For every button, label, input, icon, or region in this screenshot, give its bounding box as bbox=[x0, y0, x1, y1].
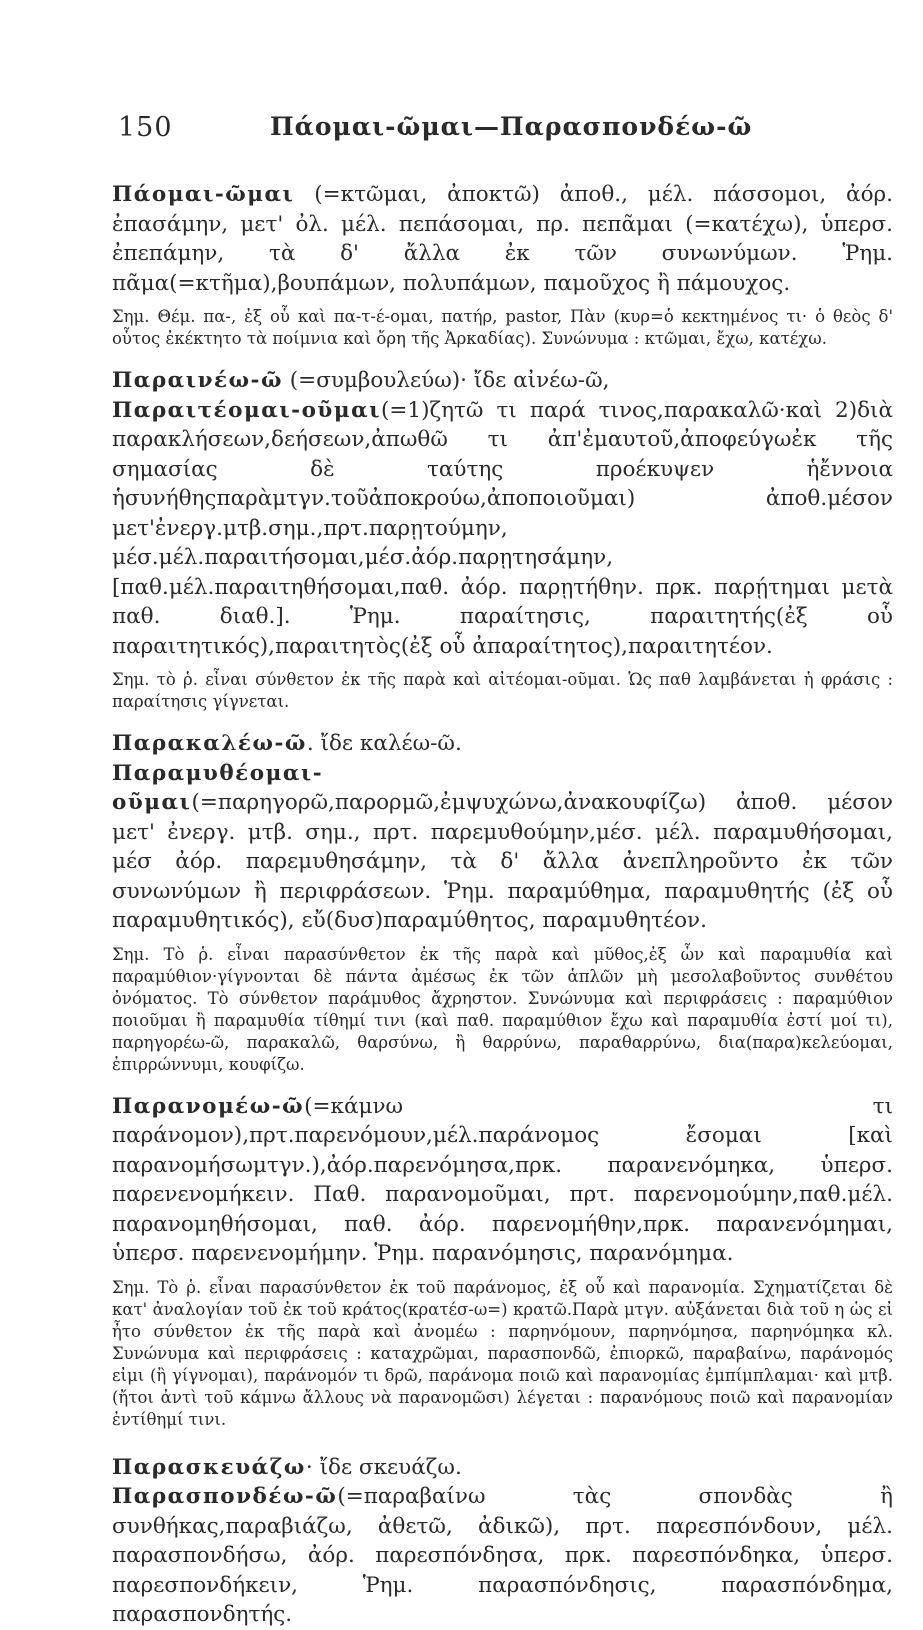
page-number: 150 bbox=[118, 112, 173, 143]
entry-body bbox=[112, 180, 893, 298]
entry-text: · ἴδε σκευάζω. bbox=[305, 1454, 462, 1480]
entry-text: (=παρηγορῶ,παρορμῶ,ἐμψυχώνω,ἀνακουφίζω) ἀποθ. μέσον μετ' ἐνεργ. μτβ. σημ., πρτ. παρεμυθούμην,μέσ. μέλ. παραμυθήσομαι, μέσ ἀόρ. παρεμυθησάμην, τὰ δ' ἄλλα ἀνεπληροῦντο ἐκ τῶν συνωνύμων ἢ περιφράσεων. Ῥημ. παραμύθημα, παραμυθητής (ἐξ οὗ παραμυθητικός), εὔ(δυσ)παραμύθητος, παραμυθητέον. bbox=[112, 790, 893, 933]
entry-body bbox=[112, 1092, 893, 1269]
entry-paranomew bbox=[112, 1092, 893, 1431]
entry-text: (=κάμνω τι παράνομον),πρτ.παρενόμουν,μέλ.παράνομος ἔσομαι [καὶ παρανομήσωμτγν.),ἀόρ.παρενόμησα,πρκ. παρανενόμηκα, ὑπερσ. παρενενομήκειν. Παθ. παρανομοῦμαι, πρτ. παρενομούμην,παθ.μέλ. παρανομηθήσομαι, παθ. ἀόρ. παρενομήθην,πρκ. παρανενόμημαι, ὑπερσ. παρενενομήμην. Ῥημ. παρανόμησις, παρανόμημα. bbox=[112, 1093, 893, 1266]
entry-paraskeuazw bbox=[112, 1453, 893, 1483]
entry-body bbox=[112, 396, 893, 662]
headword: Παρανομέω-ῶ bbox=[112, 1093, 305, 1119]
entry-paramytheomai bbox=[112, 759, 893, 1076]
headword: Παρασκευάζω bbox=[112, 1454, 306, 1480]
headword: Παραινέω-ῶ bbox=[112, 368, 283, 393]
entry-body bbox=[112, 729, 893, 759]
headword: Παρασπονδέω-ῶ bbox=[112, 1484, 338, 1509]
entry-note: Σημ. τὸ ῥ. εἶναι σύνθετον ἐκ τῆς παρὰ καὶ αἰτέομαι-οῦμαι. Ὡς παθ λαμβάνεται ἡ φράσις : παραίτησις γίγνεται. bbox=[112, 670, 893, 711]
running-head-title: Πάομαι-ῶμαι—Παρασπονδέω-ῶ bbox=[270, 112, 753, 141]
entry-body bbox=[112, 1453, 893, 1483]
entry-note: Σημ. Τὸ ῥ. εἶναι παρασύνθετον ἐκ τοῦ παράνομος, ἐξ οὗ καὶ παρανομία. Σχηματίζεται δὲ κατ' ἀναλογίαν τοῦ ἐκ τοῦ κράτος(κρατέσ-ω=) κρατῶ.Παρὰ μτγν. αὐξάνεται διὰ τοῦ η ὡς εἰ ἦτο σύνθετον ἐκ τῆς παρὰ καὶ ἀνομέω : παρηνόμουν, παρηνόμησα, παρηνόμηκα κλ. Συνώνυμα καὶ περιφράσεις : καταχρῶμαι, παρασπονδῶ, ἐπιορκῶ, παραβαίνω, παράνομός εἰμι (ἢ γίγνομαι), παράνομόν τι δρῶ, παράνομα ποιῶ καὶ παρανομίας ἐμπίμπλαμαι· καὶ μτβ. (ἤτοι ἀντὶ τοῦ κάμνω ἄλλους νὰ παρανομῶσι) λέγεται : παρανόμους ποιῶ καὶ παρανομίαν ἐντίθημί τινι. bbox=[112, 1277, 893, 1429]
headword: Παραιτέομαι-οῦμαι bbox=[112, 397, 382, 423]
entry-text: (=συμβουλεύω)· ἴδε αἰνέω-ῶ, bbox=[282, 368, 610, 393]
headword: Πάομαι-ῶμαι bbox=[112, 182, 295, 207]
entry-paraspondew bbox=[112, 1482, 893, 1630]
entry-body bbox=[112, 1482, 893, 1630]
entry-parainew bbox=[112, 366, 893, 396]
entry-note: Σημ. Θέμ. πα-, ἐξ οὗ καὶ πα-τ-έ-ομαι, πατήρ, pastor, Πὰν (κυρ=ὁ κεκτημένος τι· ὁ θεὸς δ' οὗτος ἐκέκτητο τὰ ποίμνια καὶ ὄρη τῆς Ἀρκαδίας). Συνώνυμα : κτῶμαι, ἔχω, κατέχω. bbox=[112, 307, 893, 348]
entry-text: (=παραβαίνω τὰς σπονδὰς ἢ συνθήκας,παραβιάζω, ἀθετῶ, ἀδικῶ), πρτ. παρεσπόνδουν, μέλ. παρασπονδήσω, ἀόρ. παρεσπόνδησα, πρκ. παρεσπόνδηκα, ὑπερσ. παρεσπονδήκειν, Ῥημ. παρασπόνδησις, παρασπόνδημα, παρασπονδητής. bbox=[112, 1484, 893, 1627]
headword: Παραμυθέομαι-οῦμαι bbox=[112, 760, 324, 815]
entry-note: Σημ. Τὸ ῥ. εἶναι παρασύνθετον ἐκ τῆς παρὰ καὶ μῦθος,ἐξ ὧν καὶ παραμυθία καὶ παραμύθιον·γίγνονται δὲ πάντα ἀμέσως ἐκ τῶν ἁπλῶν μὴ μεσολαβοῦντος συνθέτου ὀνόματος. Τὸ σύνθετον παράμυθος ἄχρηστον. Συνώνυμα καὶ περιφράσεις : παραμύθιον ποιοῦμαι ἢ παραμυθία τίθημί τινι (καὶ παθ. παραμύθιον ἔχω καὶ παραμυθία ἐστί μοί τι), παρηγορέω-ῶ, παρακαλῶ, θαρσύνω, ἢ θαρρύνω, παραθαρρύνω, δια(παρα)κελεύομαι, ἐπιρρώννυμι, κουφίζω. bbox=[112, 944, 893, 1074]
entry-text: . ἴδε καλέω-ῶ. bbox=[306, 731, 462, 756]
headword: Παρακαλέω-ῶ bbox=[112, 731, 307, 756]
entry-paomai bbox=[112, 180, 893, 350]
entry-body bbox=[112, 366, 893, 396]
running-head bbox=[112, 112, 893, 152]
entry-parakalew bbox=[112, 729, 893, 759]
entry-body bbox=[112, 759, 893, 936]
entry-text: (=1)ζητῶ τι παρά τινος,παρακαλῶ·καὶ 2)διὰ παρακλήσεων,δεήσεων,ἀπωθῶ τι ἀπ'ἐμαυτοῦ,ἀποφεύγωἐκ τῆς σημασίας δὲ ταύτης προέκυψεν ἡἔννοια ἡσυνήθηςπαρὰμτγν.τοῦἀποκρούω,ἀποποιοῦμαι) ἀποθ.μέσον μετ'ἐνεργ.μτβ.σημ.,πρτ.παρῃτούμην, μέσ.μέλ.παραιτήσομαι,μέσ.ἀόρ.παρῃτησάμην,[παθ.μέλ.παραιτηθήσομαι,παθ. ἀόρ. παρῃτήθην. πρκ. παρῄτημαι μετὰ παθ. διαθ.]. Ῥημ. παραίτησις, παραιτητής(ἐξ οὗ παραιτητικός),παραιτητὸς(ἐξ οὗ ἀπαραίτητος),παραιτητέον. bbox=[112, 397, 893, 659]
entry-text: (=κτῶμαι, ἀποκτῶ) ἀποθ., μέλ. πάσσομοι, ἀόρ. ἐπασάμην, μετ' ὀλ. μέλ. πεπάσομαι, πρ. πεπᾶμαι (=κατέχω), ὑπερσ. ἐπεπάμην, τὰ δ' ἄλλα ἐκ τῶν συνωνύμων. Ῥημ. πᾶμα(=κτῆμα),βουπάμων, πολυπάμων, παμοῦχος ἢ πάμουχος. bbox=[112, 182, 893, 296]
entry-paraiteomai bbox=[112, 396, 893, 714]
